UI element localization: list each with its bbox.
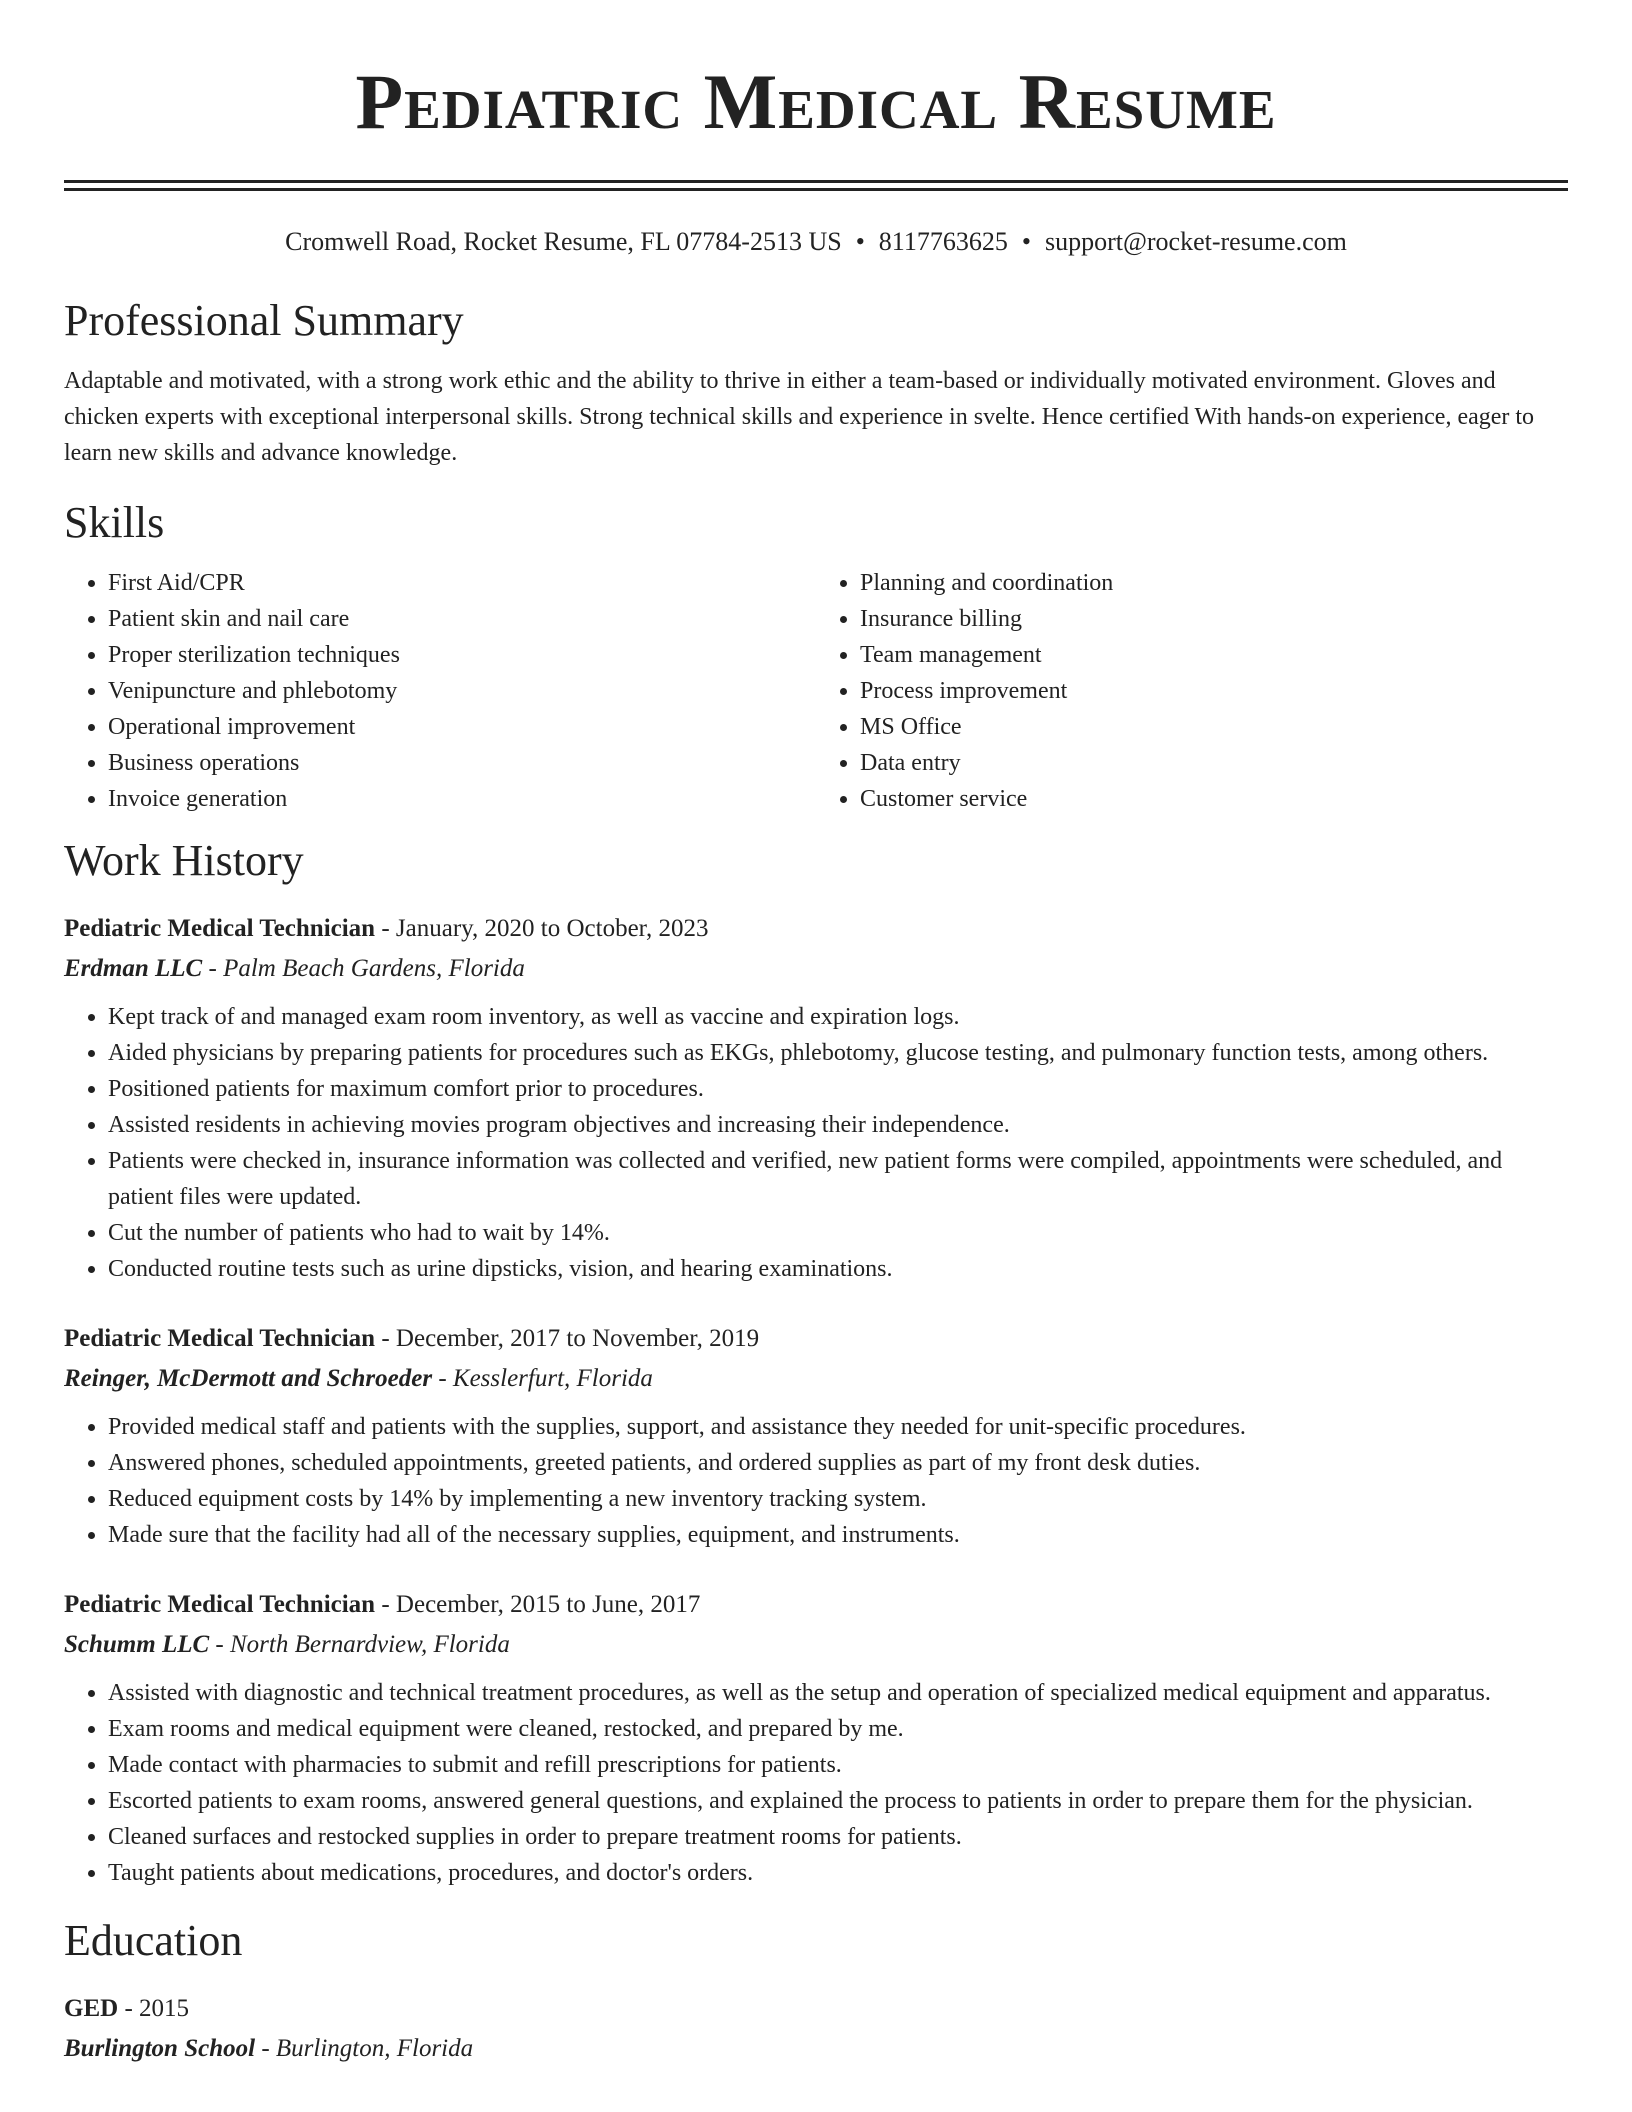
dash: - <box>255 2035 276 2062</box>
job-bullet: • Assisted with diagnostic and technical treatment procedures, as well as the setup and operation of specialized medical equipment and apparatus. <box>108 1675 1568 1711</box>
job-bullet: • Cleaned surfaces and restocked supplies in order to prepare treatment rooms for patients. <box>108 1819 1568 1855</box>
summary-heading: Professional Summary <box>64 296 464 345</box>
job-bullet: • Taught patients about medications, procedures, and doctor's orders. <box>108 1855 1568 1891</box>
job-location: North Bernardview, Florida <box>230 1631 510 1658</box>
job-location: Kesslerfurt, Florida <box>452 1365 653 1392</box>
skill-item: • Insurance billing <box>860 601 1568 637</box>
skill-item: • Planning and coordination <box>860 565 1568 601</box>
dash: - <box>202 955 224 982</box>
contact-separator: • <box>1021 227 1031 256</box>
skill-item: • Operational improvement <box>108 709 816 745</box>
education-location: Burlington, Florida <box>275 2035 474 2062</box>
skill-item: • Patient skin and nail care <box>108 601 816 637</box>
job-title-line <box>64 1321 1568 1357</box>
job-bullet: • Kept track of and managed exam room inventory, as well as vaccine and expiration logs. <box>108 999 1568 1035</box>
skill-item: • First Aid/CPR <box>108 565 816 601</box>
skills-heading: Skills <box>64 498 165 547</box>
job-bullet: • Provided medical staff and patients with the supplies, support, and assistance they needed for unit-specific procedures. <box>108 1409 1568 1445</box>
job-company-line <box>64 951 1568 987</box>
job-entry <box>64 1587 1568 1891</box>
contact-separator: • <box>855 227 865 256</box>
job-role: Pediatric Medical Technician <box>64 1591 376 1618</box>
work-history-heading: Work History <box>64 836 304 885</box>
education-degree: GED <box>64 1995 119 2022</box>
skill-item: • Venipuncture and phlebotomy <box>108 673 816 709</box>
job-bullet: • Made contact with pharmacies to submit and refill prescriptions for patients. <box>108 1747 1568 1783</box>
skills-column-left <box>64 565 816 817</box>
job-company: Schumm LLC <box>64 1631 210 1658</box>
job-bullet: • Assisted residents in achieving movies program objectives and increasing their independence. <box>108 1107 1568 1143</box>
skill-item: • Proper sterilization techniques <box>108 637 816 673</box>
job-bullet: • Aided physicians by preparing patients for procedures such as EKGs, phlebotomy, glucose testing, and pulmonary function tests, among others. <box>108 1035 1568 1071</box>
job-location: Palm Beach Gardens, Florida <box>223 955 525 982</box>
job-company-line <box>64 1627 1568 1663</box>
job-dates: January, 2020 to October, 2023 <box>395 915 709 942</box>
job-role: Pediatric Medical Technician <box>64 1325 376 1352</box>
skill-item: • Data entry <box>860 745 1568 781</box>
skill-item: • Team management <box>860 637 1568 673</box>
job-bullets <box>64 999 1568 1287</box>
title-divider-bottom <box>64 188 1568 191</box>
job-company-line <box>64 1361 1568 1397</box>
summary-text: Adaptable and motivated, with a strong work ethic and the ability to thrive in either a team-based or individually motivated environment. Gloves and chicken experts with exceptional interpersonal skills. Strong technical skills and experience in svelte. Hence certified With hands-on experience, eager to learn new skills and advance knowledge. <box>64 368 1535 466</box>
skill-item: • Business operations <box>108 745 816 781</box>
job-bullet: • Reduced equipment costs by 14% by implementing a new inventory tracking system. <box>108 1481 1568 1517</box>
dash: - <box>375 1591 396 1618</box>
job-bullet: • Answered phones, scheduled appointments, greeted patients, and ordered supplies as part of my front desk duties. <box>108 1445 1568 1481</box>
skill-item: • Process improvement <box>860 673 1568 709</box>
job-bullets <box>64 1409 1568 1553</box>
education-school-line <box>64 2031 1568 2067</box>
dash: - <box>375 915 396 942</box>
job-bullet: • Made sure that the facility had all of the necessary supplies, equipment, and instruments. <box>108 1517 1568 1553</box>
education-degree-line <box>64 1991 1568 2027</box>
job-bullet: • Conducted routine tests such as urine dipsticks, vision, and hearing examinations. <box>108 1251 1568 1287</box>
skill-item: • Invoice generation <box>108 781 816 817</box>
resume-title: Pediatric Medical Resume <box>355 58 1277 145</box>
contact-email: support@rocket-resume.com <box>1044 227 1347 256</box>
contact-address: Cromwell Road, Rocket Resume, FL 07784-2513 US <box>285 227 842 256</box>
job-company: Reinger, McDermott and Schroeder <box>64 1365 433 1392</box>
job-role: Pediatric Medical Technician <box>64 915 376 942</box>
dash: - <box>209 1631 230 1658</box>
dash: - <box>118 1995 140 2022</box>
dash: - <box>375 1325 396 1352</box>
contact-line <box>64 225 1568 259</box>
skill-item: • MS Office <box>860 709 1568 745</box>
job-company: Erdman LLC <box>64 955 203 982</box>
contact-phone: 8117763625 <box>878 227 1008 256</box>
dash: - <box>432 1365 453 1392</box>
education-year: 2015 <box>139 1995 190 2022</box>
job-title-line <box>64 1587 1568 1623</box>
job-entry <box>64 1321 1568 1553</box>
job-bullet: • Exam rooms and medical equipment were cleaned, restocked, and prepared by me. <box>108 1711 1568 1747</box>
skills-column-right <box>816 565 1568 817</box>
skills-list <box>64 565 1568 817</box>
job-bullet: • Positioned patients for maximum comfort prior to procedures. <box>108 1071 1568 1107</box>
skill-item: • Customer service <box>860 781 1568 817</box>
job-bullet: • Escorted patients to exam rooms, answered general questions, and explained the process to patients in order to prepare them for the physician. <box>108 1783 1568 1819</box>
job-bullet: • Cut the number of patients who had to wait by 14%. <box>108 1215 1568 1251</box>
job-dates: December, 2017 to November, 2019 <box>395 1325 760 1352</box>
job-dates: December, 2015 to June, 2017 <box>395 1591 701 1618</box>
job-title-line <box>64 911 1568 947</box>
job-bullet: • Patients were checked in, insurance information was collected and verified, new patient forms were compiled, appointments were scheduled, and patient files were updated. <box>108 1143 1568 1215</box>
job-entry <box>64 911 1568 1287</box>
education-heading: Education <box>64 1916 243 1965</box>
job-bullets <box>64 1675 1568 1891</box>
education-school: Burlington School <box>64 2035 256 2062</box>
